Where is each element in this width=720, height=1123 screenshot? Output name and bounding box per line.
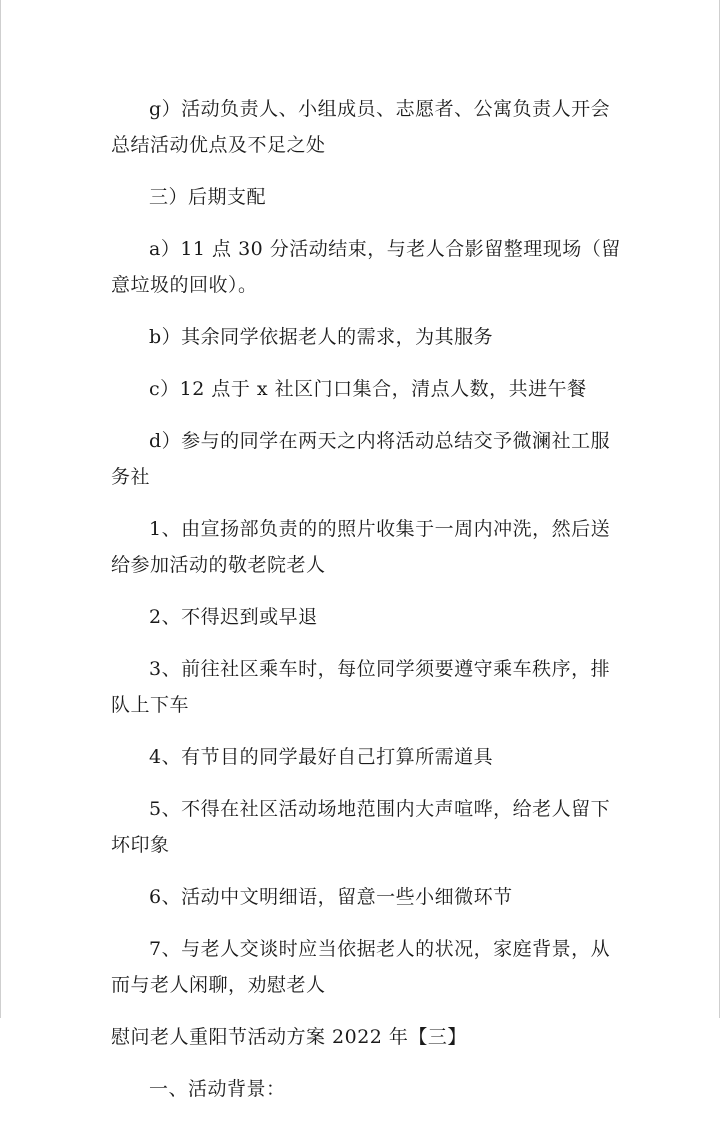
paragraph-a-activity-end: a）11 点 30 分活动结束，与老人合影留整理现场（留意垃圾的回收）。 <box>111 238 621 296</box>
paragraph-d-submit-summary: d）参与的同学在两天之内将活动总结交予微澜社工服务社 <box>111 430 611 488</box>
rule-item-2-punctuality: 2、不得迟到或早退 <box>149 606 318 628</box>
rule-item-1-photos: 1、由宣扬部负责的的照片收集于一周内冲洗，然后送给参加活动的敬老院老人 <box>111 518 611 576</box>
paragraph-b-serve-elderly: b）其余同学依据老人的需求，为其服务 <box>149 326 494 348</box>
document-body <box>111 91 621 1123</box>
rule-item-7-chat-with-elderly: 7、与老人交谈时应当依据老人的状况，家庭背景，从而与老人闲聊，劝慰老人 <box>111 938 611 996</box>
rule-item-3-bus-order: 3、前往社区乘车时，每位同学须要遵守乘车秩序，排队上下车 <box>111 658 611 716</box>
section-heading-later-arrangement: 三）后期支配 <box>149 186 267 208</box>
rule-item-5-no-noise: 5、不得在社区活动场地范围内大声喧哗，给老人留下坏印象 <box>111 798 611 856</box>
paragraph-g-summary-meeting: g）活动负责人、小组成员、志愿者、公寓负责人开会总结活动优点及不足之处 <box>111 98 611 156</box>
rule-item-6-civility: 6、活动中文明细语，留意一些小细微环节 <box>149 886 513 908</box>
rule-item-4-props: 4、有节目的同学最好自己打算所需道具 <box>149 746 494 768</box>
section-heading-activity-background: 一、活动背景： <box>149 1078 286 1100</box>
paragraph-c-gather-lunch: c）12 点于 x 社区门口集合，清点人数，共进午餐 <box>149 378 587 400</box>
plan-title-part-three: 慰问老人重阳节活动方案 2022 年【三】 <box>111 1026 467 1048</box>
